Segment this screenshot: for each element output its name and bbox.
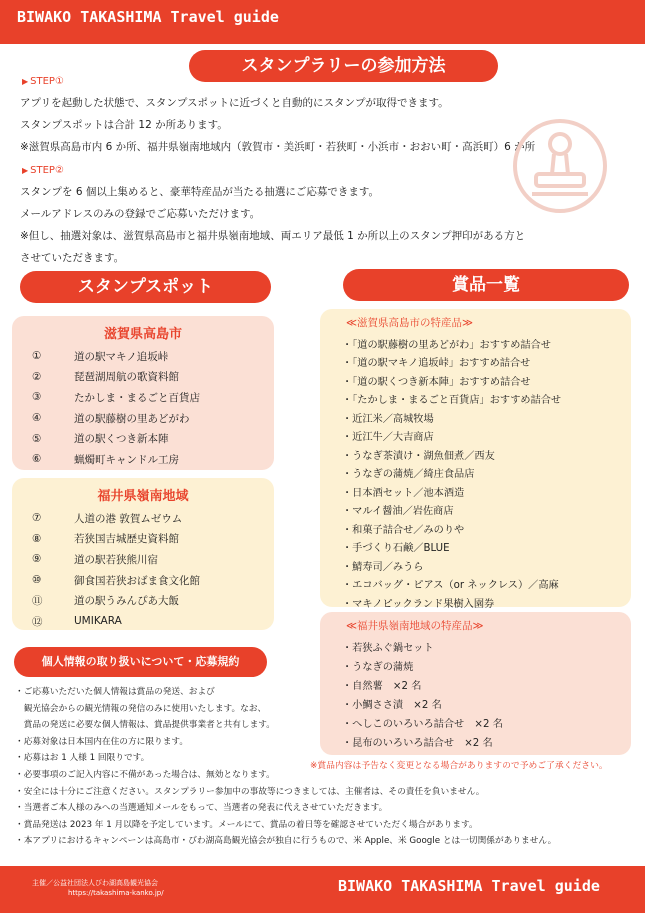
shiga-spots-title: 滋賀県高島市 bbox=[103, 327, 182, 342]
spot-number: ⑤ bbox=[32, 432, 42, 445]
terms-item: ・安全には十分にご注意ください。スタンプラリー参加中の事故等につきましては、主催者は、その責任を負いません。 bbox=[15, 786, 485, 797]
step2-line: メールアドレスのみの登録でご応募いただけます。 bbox=[20, 208, 261, 220]
prize-item: ・自然薯 ×2 名 bbox=[342, 681, 422, 692]
shiga-spots-box bbox=[12, 316, 274, 470]
terms-item: ・応募はお 1 人様 1 回限りです。 bbox=[15, 753, 150, 764]
fukui-prizes-heading: ≪福井県嶺南地域の特産品≫ bbox=[346, 620, 484, 632]
spot-name: 琵琶湖周航の歌資料館 bbox=[74, 371, 179, 384]
prize-item: ・マキノピックランド果樹入園券 bbox=[342, 598, 495, 610]
prize-item: ・鯖寿司／みうら bbox=[342, 561, 424, 573]
spot-name: 道の駅藤樹の里あどがわ bbox=[74, 412, 190, 425]
privacy-heading: 個人情報の取り扱いについて・応募規約 bbox=[14, 647, 267, 677]
fukui-spots-title: 福井県嶺南地域 bbox=[97, 489, 189, 504]
terms-item: ・応募対象は日本国内在住の方に限ります。 bbox=[15, 736, 189, 747]
header-title: BIWAKO TAKASHIMA Travel guide bbox=[17, 8, 279, 26]
main-heading: スタンプラリーの参加方法 bbox=[189, 50, 498, 82]
spot-number: ⑥ bbox=[32, 453, 42, 466]
spot-number: ① bbox=[32, 350, 42, 363]
spot-item bbox=[12, 449, 274, 470]
spot-item bbox=[12, 346, 274, 367]
spot-name: UMIKARA bbox=[74, 615, 122, 628]
prize-item: ・若狭ふぐ鍋セット bbox=[342, 643, 434, 654]
prize-notice: ※賞品内容は予告なく変更となる場合がありますので予めご了承ください。 bbox=[310, 761, 608, 771]
terms-list bbox=[15, 684, 556, 850]
step1-label-text: STEP① bbox=[30, 76, 64, 87]
prize-item: ・和菓子詰合せ／みのりや bbox=[342, 524, 465, 536]
spot-number: ⑧ bbox=[32, 532, 42, 545]
spot-name: 道の駅若狭熊川宿 bbox=[74, 553, 158, 566]
spot-item bbox=[12, 367, 274, 388]
spot-item bbox=[12, 611, 274, 632]
prize-item: ・「たかしま・まるごと百貨店」おすすめ詰合せ bbox=[342, 395, 562, 407]
prize-item: ・手づくり石鹸／BLUE bbox=[342, 543, 450, 555]
step2-line: ※但し、抽選対象は、滋賀県高島市と福井県嶺南地域、両エリア最低 1 か所以上のスタンプ押印がある方と bbox=[20, 230, 526, 242]
spot-number: ④ bbox=[32, 412, 42, 425]
spot-item bbox=[12, 570, 274, 591]
step2-label-text: STEP② bbox=[30, 165, 64, 176]
prize-item: ・へしこのいろいろ詰合せ ×2 名 bbox=[342, 719, 503, 730]
spot-name: 御食国若狭おばま食文化館 bbox=[74, 574, 200, 587]
spot-number: ⑩ bbox=[32, 574, 42, 587]
terms-item: ・ご応募いただいた個人情報は賞品の発送、および bbox=[15, 687, 215, 697]
step1-label bbox=[22, 76, 64, 87]
spot-name: 若狭国吉城歴史資料館 bbox=[74, 533, 179, 546]
terms-item: ・必要事項のご記入内容に不備があった場合は、無効となります。 bbox=[15, 769, 275, 780]
footer-title: BIWAKO TAKASHIMA Travel guide bbox=[338, 877, 600, 895]
spot-item bbox=[12, 387, 274, 408]
step2-text bbox=[20, 181, 525, 269]
terms-item: ・当選者ご本人様のみへの当選通知メールをもって、当選者の発表に代えさせていただきます。 bbox=[15, 803, 388, 814]
spot-name: たかしま・まるごと百貨店 bbox=[74, 391, 200, 404]
prize-item: ・「道の駅くつき新本陣」おすすめ詰合せ bbox=[342, 376, 531, 388]
prize-item: ・うなぎの蒲焼／綺庄食品店 bbox=[342, 469, 475, 481]
shiga-prizes-box bbox=[320, 309, 631, 610]
triangle-icon: ▶ bbox=[22, 166, 29, 175]
spots-heading: スタンプスポット bbox=[20, 271, 271, 303]
prize-item: ・うなぎの蒲焼 bbox=[342, 662, 414, 673]
spot-name: 道の駅うみんぴあ大飯 bbox=[74, 595, 179, 608]
shiga-prizes-heading: ≪滋賀県高島市の特産品≫ bbox=[346, 317, 473, 329]
prize-item: ・近江米／高城牧場 bbox=[342, 413, 434, 425]
spot-number: ③ bbox=[32, 391, 42, 404]
step1-line: ※滋賀県高島市内 6 か所、福井県嶺南地域内（敦賀市・美浜町・若狭町・小浜市・おおい町・高浜町）6 か所 bbox=[20, 141, 536, 153]
spot-item bbox=[12, 590, 274, 611]
spot-item bbox=[12, 549, 274, 570]
terms-item: ・賞品発送は 2023 年 1 月以降を予定しています。メールにて、賞品の着日等を確認させていただく場合があります。 bbox=[15, 819, 478, 830]
spot-number: ⑫ bbox=[32, 615, 43, 628]
prize-item: ・日本酒セット／池本酒造 bbox=[342, 487, 465, 499]
step2-line: させていただきます。 bbox=[20, 252, 125, 264]
spot-item bbox=[12, 408, 274, 429]
spot-name: 蝋燭町キャンドル工房 bbox=[74, 453, 179, 466]
prize-item: ・近江牛／大吉商店 bbox=[342, 432, 434, 444]
spot-number: ⑦ bbox=[32, 512, 42, 525]
prize-item: ・昆布のいろいろ詰合せ ×2 名 bbox=[342, 738, 493, 749]
header-bar bbox=[0, 0, 645, 44]
terms-item: 賞品の発送に必要な個人情報は、賞品提供事業者と共有します。 bbox=[15, 720, 275, 731]
step1-line: スタンプスポットは合計 12 か所あります。 bbox=[20, 119, 228, 131]
spot-item bbox=[12, 508, 274, 529]
step1-line: アプリを起動した状態で、スタンプスポットに近づくと自動的にスタンプが取得できます。 bbox=[20, 97, 449, 109]
prize-item: ・うなぎ茶漬け・湖魚佃煮／西友 bbox=[342, 450, 495, 462]
step2-label bbox=[22, 165, 64, 176]
prize-item: ・「道の駅藤樹の里あどがわ」おすすめ詰合せ bbox=[342, 339, 551, 351]
prize-item: ・小鯛ささ漬 ×2 名 bbox=[342, 700, 442, 711]
spot-item bbox=[12, 428, 274, 449]
step2-line: スタンプを 6 個以上集めると、豪華特産品が当たる抽選にご応募できます。 bbox=[20, 186, 380, 198]
footer-bar bbox=[0, 866, 645, 913]
terms-item: ・本アプリにおけるキャンペーンは高島市・びわ湖高島観光協会が独自に行うもので、米 Apple、米 Google とは一切関係がありません。 bbox=[15, 836, 557, 847]
spot-name: 道の駅くつき新本陣 bbox=[74, 433, 169, 446]
organizer-name: 主催／公益社団法人びわ湖高島観光協会 bbox=[32, 879, 158, 887]
prize-item: ・マルイ醤油／岩佐商店 bbox=[342, 506, 454, 518]
step1-text bbox=[20, 92, 535, 158]
spot-item bbox=[12, 529, 274, 550]
spot-name: 人道の港 敦賀ムゼウム bbox=[74, 512, 183, 525]
spot-number: ⑨ bbox=[32, 553, 42, 566]
fukui-spots-box bbox=[12, 478, 274, 630]
organizer-url[interactable]: https://takashima-kanko.jp/ bbox=[68, 889, 164, 897]
prize-item: ・エコバッグ・ピアス（or ネックレス）／高麻 bbox=[342, 580, 559, 592]
prize-item: ・「道の駅マキノ追坂峠」おすすめ詰合せ bbox=[342, 358, 531, 370]
terms-item: 観光協会からの観光情報の発信のみに使用いたします。なお、 bbox=[15, 703, 267, 714]
prizes-heading: 賞品一覧 bbox=[343, 269, 629, 301]
triangle-icon: ▶ bbox=[22, 77, 29, 86]
spot-number: ② bbox=[32, 370, 42, 383]
spot-number: ⑪ bbox=[32, 595, 43, 608]
spot-name: 道の駅マキノ追坂峠 bbox=[74, 350, 169, 363]
stamp-icon bbox=[512, 118, 608, 214]
footer-organizer bbox=[32, 878, 164, 898]
